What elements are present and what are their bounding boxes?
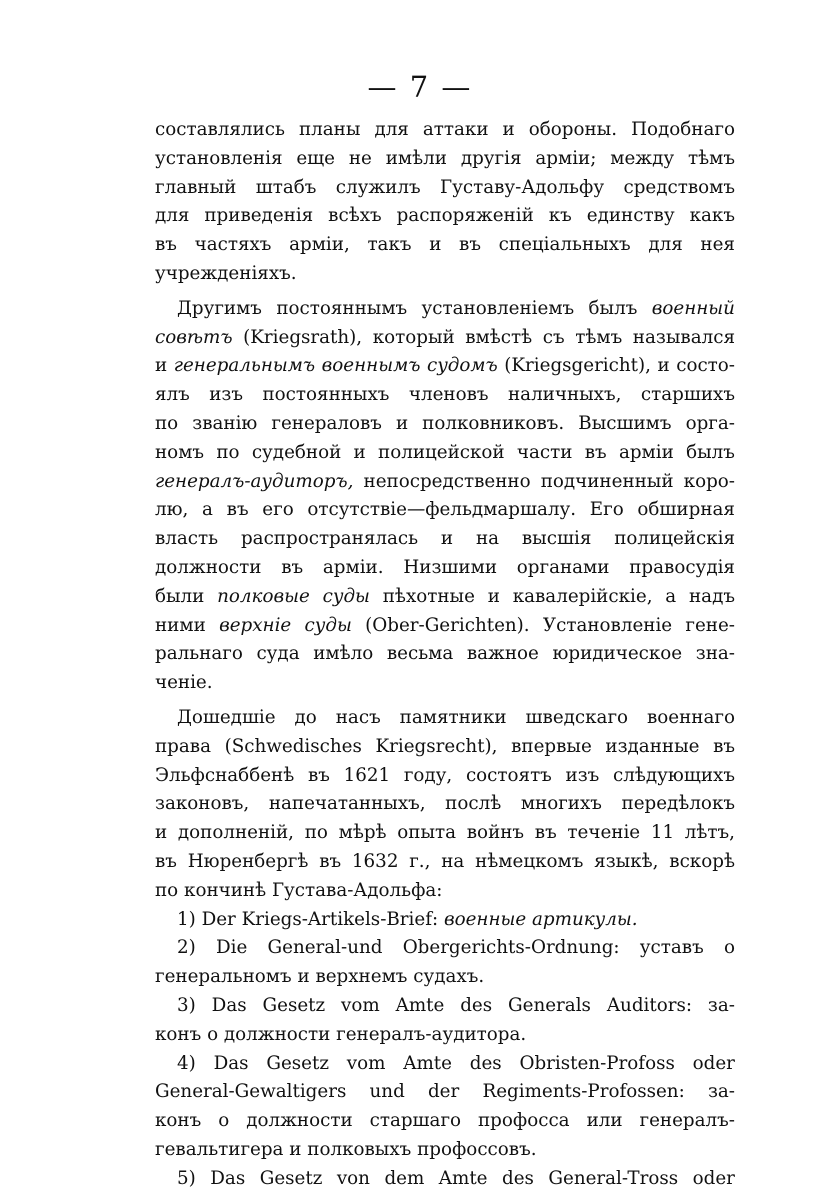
word: подчиненный — [540, 470, 674, 492]
word: который — [372, 326, 455, 348]
word: 11 — [650, 822, 675, 844]
word: за- — [707, 994, 735, 1016]
word: и — [395, 412, 409, 434]
word: военнаго — [646, 706, 735, 728]
word: Другимъ — [177, 297, 262, 319]
word: ральнаго — [155, 643, 243, 665]
word: генеральномъ — [155, 966, 292, 988]
word: (Ober-Gerichten). — [365, 614, 530, 636]
text-line — [155, 231, 735, 260]
italic-word: генеральнымъ — [173, 355, 316, 377]
text-line — [155, 640, 735, 669]
word: Подобнаго — [631, 119, 735, 140]
word: о — [207, 1023, 219, 1045]
word: гене- — [685, 614, 735, 636]
word: памятники — [399, 706, 507, 728]
word: нея — [700, 234, 735, 256]
word: профоссовъ. — [417, 1138, 537, 1160]
word: отсутствіе—фельдмаршалу. — [307, 499, 577, 521]
word: конъ — [155, 1023, 202, 1045]
text-line — [155, 174, 735, 203]
word: Regiments-Profossen: — [482, 1081, 685, 1103]
text-line — [155, 733, 735, 762]
word: и — [289, 1138, 302, 1160]
word: въ — [459, 234, 481, 256]
word: въ — [281, 556, 304, 578]
word: въ — [584, 441, 607, 463]
word: dem — [384, 1167, 425, 1189]
word: и — [657, 355, 670, 377]
word: и — [297, 966, 310, 988]
word: состо- — [676, 355, 735, 377]
word: не — [348, 147, 372, 169]
word: судебной — [251, 441, 342, 463]
word: постояннымъ — [276, 297, 408, 319]
word: высшія — [521, 528, 592, 550]
word: тѣмъ — [575, 326, 623, 348]
word: непосредственно — [363, 470, 531, 492]
word: des — [469, 1052, 502, 1074]
word: въ — [534, 822, 557, 844]
text-line — [155, 410, 735, 439]
word: генералъ- — [639, 1110, 735, 1132]
word: 4) — [177, 1052, 196, 1074]
word: и — [155, 355, 168, 377]
word: старшихъ — [640, 384, 735, 406]
word: старшаго — [369, 1110, 462, 1132]
word: Gesetz — [259, 1167, 323, 1189]
word: насъ — [335, 706, 381, 728]
word: спеціальныхъ — [498, 234, 631, 256]
text-line — [155, 669, 735, 698]
word: Gesetz — [266, 1052, 329, 1074]
word: Kriegsrecht), — [375, 735, 498, 757]
word: вскорѣ — [669, 850, 735, 872]
word: права — [155, 735, 211, 757]
word: des — [502, 1167, 534, 1189]
word: конъ — [155, 1110, 202, 1132]
word: послѣ — [445, 793, 502, 815]
word: Его — [589, 499, 624, 521]
word: о — [218, 1110, 230, 1132]
word: судахъ. — [413, 966, 485, 988]
word: слѣдующихъ — [613, 764, 735, 786]
word: между — [610, 147, 675, 169]
word: Низшими — [403, 556, 498, 578]
word: и — [353, 441, 366, 463]
word: должности — [155, 556, 262, 578]
word: по — [155, 879, 179, 901]
italic-word: военнымъ — [321, 355, 421, 377]
word: 5) — [177, 1167, 196, 1189]
word: на — [475, 528, 500, 550]
word: Das — [213, 1052, 249, 1074]
word: кавалерійскіе, — [512, 585, 653, 607]
word: многихъ — [520, 793, 602, 815]
word: Amte — [403, 1052, 452, 1074]
word: полицейской — [378, 441, 505, 463]
word: главный — [155, 176, 237, 198]
word: г., — [409, 850, 431, 872]
word: vom — [341, 994, 380, 1016]
word: по — [155, 412, 179, 434]
word: должности — [246, 1110, 353, 1132]
page-number: — 7 — — [367, 70, 473, 104]
text-line — [155, 554, 735, 583]
text-line — [155, 1165, 735, 1193]
word: обширная — [637, 499, 735, 521]
word: имѣли — [385, 147, 447, 169]
word: единству — [586, 205, 675, 227]
word: 1621 — [343, 764, 391, 786]
text-line — [155, 145, 735, 174]
text-line — [155, 1050, 735, 1079]
word: изданные — [605, 735, 700, 757]
word: 2) — [177, 937, 196, 959]
word: Нюренбергѣ — [187, 850, 309, 872]
word: Высшимъ — [578, 412, 672, 434]
text-line — [155, 260, 735, 289]
word: были — [155, 585, 205, 607]
word: какъ — [689, 205, 735, 227]
text-line — [155, 612, 735, 641]
word: профосса — [478, 1110, 570, 1132]
italic-word: совѣтъ — [155, 326, 233, 348]
word: напечатанныхъ, — [268, 793, 426, 815]
word: установленіемъ — [421, 297, 575, 319]
word: пѣхотные — [382, 585, 475, 607]
word: надъ — [688, 585, 735, 607]
word: генераловъ — [271, 412, 382, 434]
italic-word: генералъ-аудиторъ, — [155, 470, 354, 492]
word: und — [369, 1081, 405, 1103]
word: еще — [296, 147, 335, 169]
text-line — [155, 1136, 735, 1165]
text-line — [155, 352, 735, 381]
word: кончинѣ — [184, 879, 267, 901]
word: дополненій, — [177, 822, 294, 844]
italic-word: военные — [443, 908, 527, 930]
word: арміи. — [322, 556, 384, 578]
word: General-Gewaltigers — [155, 1081, 347, 1103]
word: впервые — [511, 735, 592, 757]
word: а — [202, 499, 213, 521]
text-line — [155, 934, 735, 963]
word: правосудія — [629, 556, 735, 578]
text-line — [155, 1021, 735, 1050]
word: до — [294, 706, 317, 728]
word: юридическое — [552, 643, 683, 665]
italic-word: суды — [322, 585, 370, 607]
page-text — [155, 116, 735, 1193]
word: ченіе. — [155, 672, 213, 694]
word: изъ — [565, 764, 600, 786]
word: или — [586, 1110, 623, 1132]
word: и — [502, 119, 515, 140]
word: законовъ, — [155, 793, 250, 815]
word: званію — [192, 412, 258, 434]
word: и — [429, 234, 442, 256]
word: Густава-Адольфа: — [271, 879, 443, 901]
text-line — [155, 381, 735, 410]
word: (Kriegsrath), — [243, 326, 363, 348]
word: 1) — [177, 908, 196, 930]
word: шведскаго — [525, 706, 629, 728]
word: Obristen-Profoss — [519, 1052, 675, 1074]
word: штабъ — [255, 176, 317, 198]
text-line — [155, 819, 735, 848]
word: весьма — [386, 643, 454, 665]
word: зна- — [695, 643, 735, 665]
word: Das — [210, 1167, 246, 1189]
word: языкѣ, — [594, 850, 659, 872]
word: General-Tross — [548, 1167, 679, 1189]
word: въ — [155, 850, 177, 872]
word: и — [487, 585, 500, 607]
word: Густаву-Адольфу — [440, 176, 605, 198]
word: Gesetz — [262, 994, 326, 1016]
word: для — [374, 119, 409, 140]
text-line — [155, 963, 735, 992]
word: полицейскія — [614, 528, 735, 550]
word: вмѣстѣ — [465, 326, 533, 348]
word: году, — [403, 764, 453, 786]
word: Amte — [395, 994, 445, 1016]
word: der — [427, 1081, 460, 1103]
italic-word: военный — [651, 297, 735, 319]
text-line — [155, 525, 735, 554]
text-line — [155, 906, 735, 935]
text-line — [155, 704, 735, 733]
word: для — [155, 205, 190, 227]
word: ялъ — [155, 384, 190, 406]
text-line — [155, 877, 735, 906]
word: органами — [516, 556, 610, 578]
word: vom — [346, 1052, 386, 1074]
word: тѣмъ — [687, 147, 735, 169]
word: теченіе — [567, 822, 641, 844]
word: состоятъ — [465, 764, 552, 786]
word: въ — [226, 499, 249, 521]
word: былъ — [686, 441, 735, 463]
word: (Kriegsgericht), — [504, 355, 651, 377]
word: нѣмецкомъ — [475, 850, 584, 872]
word: генералъ-аудитора. — [336, 1023, 527, 1045]
word: такъ — [367, 234, 412, 256]
text-line — [155, 992, 735, 1021]
word: должности — [223, 1023, 331, 1045]
word: Kriegs-Artikels-Brief: — [241, 908, 439, 930]
word: о — [723, 937, 735, 959]
word: всѣхъ — [328, 205, 382, 227]
word: назывался — [632, 326, 735, 348]
word: изъ — [209, 384, 244, 406]
word: важное — [466, 643, 539, 665]
word: General-und — [267, 937, 383, 959]
text-line — [155, 468, 735, 497]
word: Дошедшіе — [177, 706, 276, 728]
word: членовъ — [408, 384, 489, 406]
word: Установленіе — [542, 614, 673, 636]
word: средствомъ — [623, 176, 735, 198]
text-line — [155, 496, 735, 525]
word: къ — [548, 205, 572, 227]
text-line — [155, 762, 735, 791]
word: составлялись — [155, 119, 285, 140]
word: а — [665, 585, 677, 607]
word: лю, — [155, 499, 189, 521]
word: des — [460, 994, 493, 1016]
word: арміи — [618, 441, 674, 463]
word: Generals — [508, 994, 591, 1016]
word: суда — [256, 643, 300, 665]
word: за- — [707, 1081, 735, 1103]
word: Auditors: — [606, 994, 693, 1016]
word: von — [336, 1167, 370, 1189]
word: войнъ — [466, 822, 525, 844]
word: на — [441, 850, 465, 872]
word: 3) — [177, 994, 196, 1016]
italic-word: артикулы. — [532, 908, 638, 930]
word: и — [155, 822, 168, 844]
word: (Schwedisches — [224, 735, 362, 757]
text-line — [155, 116, 735, 145]
word: полковыхъ — [307, 1138, 412, 1160]
word: по — [216, 441, 240, 463]
italic-word: полковые — [217, 585, 310, 607]
word: Obergerichts-Ordnung: — [402, 937, 620, 959]
word: 1632 — [351, 850, 399, 872]
word: планы — [298, 119, 361, 140]
italic-word: верхніе — [219, 614, 292, 636]
word: обороны. — [528, 119, 618, 140]
word: служилъ — [335, 176, 421, 198]
word: гевальтигера — [155, 1138, 284, 1160]
word: и — [440, 528, 454, 550]
word: oder — [692, 1167, 735, 1189]
text-line — [155, 295, 735, 324]
word: арміи, — [289, 234, 350, 256]
text-line — [155, 1078, 735, 1107]
word: приведенія — [204, 205, 314, 227]
word: опыта — [397, 822, 457, 844]
word: Das — [211, 994, 247, 1016]
word: мѣрѣ — [338, 822, 387, 844]
word: учрежденіяхъ. — [155, 262, 297, 284]
word: въ — [713, 735, 735, 757]
word: передѣлокъ — [621, 793, 735, 815]
word: установленія — [155, 147, 283, 169]
word: уставъ — [639, 937, 704, 959]
word: коро- — [683, 470, 735, 492]
word: Die — [215, 937, 248, 959]
word: Эльфснаббенѣ — [155, 764, 295, 786]
word: въ — [319, 850, 342, 872]
word: для — [648, 234, 683, 256]
word: другія — [460, 147, 522, 169]
word: части — [516, 441, 573, 463]
word: въ — [155, 234, 177, 256]
text-line — [155, 583, 735, 612]
word: oder — [692, 1052, 735, 1074]
word: Amte — [438, 1167, 488, 1189]
word: по — [304, 822, 328, 844]
word: распоряженій — [396, 205, 534, 227]
text-line — [155, 790, 735, 819]
text-line — [155, 848, 735, 877]
word: аттаки — [422, 119, 489, 140]
word: арміи; — [535, 147, 597, 169]
word: его — [262, 499, 294, 521]
word: частяхъ — [194, 234, 272, 256]
word: былъ — [588, 297, 638, 319]
word: орга- — [685, 412, 735, 434]
text-line — [155, 202, 735, 231]
text-line — [155, 324, 735, 353]
word: номъ — [155, 441, 205, 463]
word: съ — [542, 326, 565, 348]
word: верхнемъ — [315, 966, 408, 988]
word: Der — [201, 908, 236, 930]
word: полковниковъ. — [422, 412, 565, 434]
word: распространялась — [240, 528, 419, 550]
italic-word: судомъ — [426, 355, 498, 377]
word: ними — [155, 614, 206, 636]
word: наличныхъ, — [507, 384, 622, 406]
word: власть — [155, 528, 219, 550]
text-line — [155, 439, 735, 468]
word: постоянныхъ — [262, 384, 390, 406]
word: имѣло — [313, 643, 374, 665]
word: лѣтъ, — [684, 822, 735, 844]
word: въ — [307, 764, 330, 786]
text-line — [155, 1107, 735, 1136]
italic-word: суды — [304, 614, 352, 636]
